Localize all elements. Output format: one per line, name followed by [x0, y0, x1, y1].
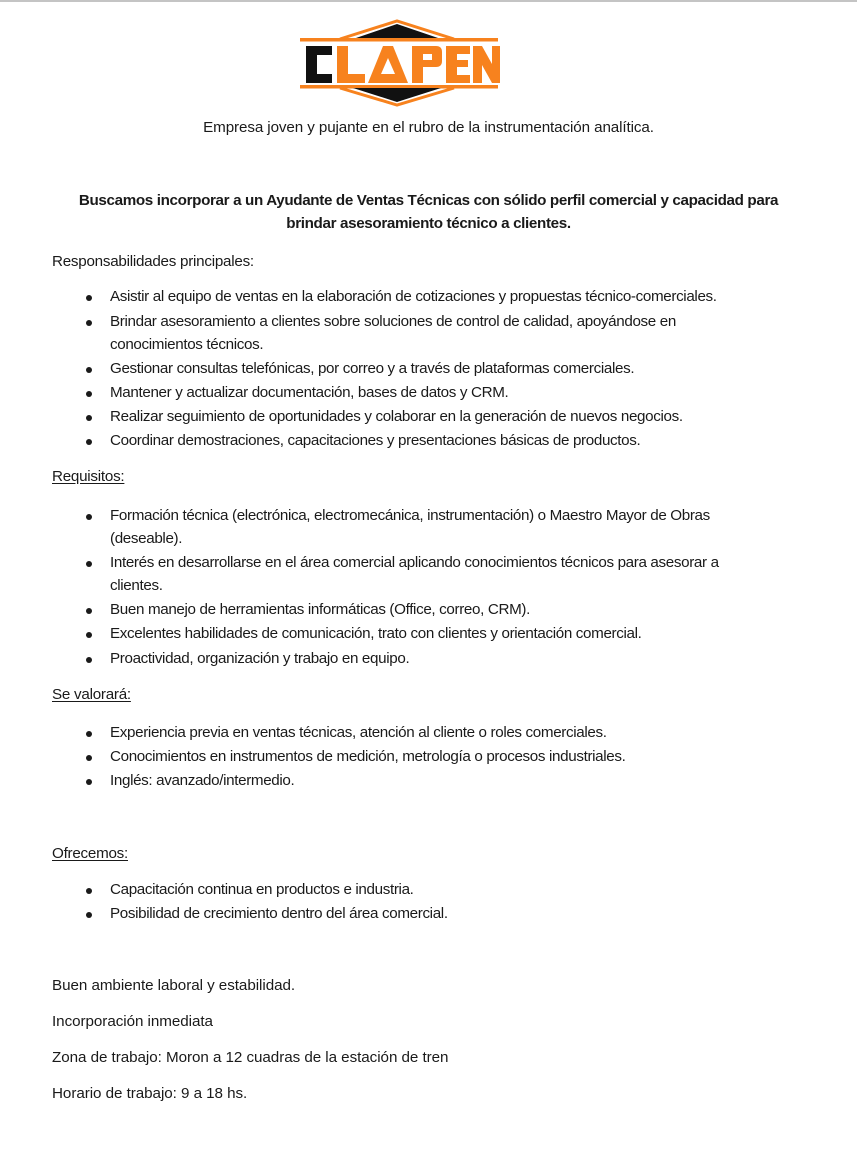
logo-letter-a — [368, 46, 408, 83]
responsabilidades-heading: Responsabilidades principales: — [52, 253, 254, 270]
logo-letter-c — [306, 46, 332, 83]
zona-trabajo-text: Zona de trabajo: Moron a 12 cuadras de la estación de tren — [52, 1049, 449, 1066]
list-item-text: Realizar seguimiento de oportunidades y colaborar en la generación de nuevos negocios. — [110, 408, 683, 425]
list-item-text: Interés en desarrollarse en el área comercial aplicando conocimientos técnicos para asesorar a — [110, 554, 719, 571]
logo-top-bar — [300, 38, 498, 42]
list-item-text: Experiencia previa en ventas técnicas, atención al cliente o roles comerciales. — [110, 724, 607, 741]
bullet-icon — [86, 731, 92, 737]
list-item-text: Brindar asesoramiento a clientes sobre soluciones de control de calidad, apoyándose en — [110, 313, 676, 330]
list-item-text: Inglés: avanzado/intermedio. — [110, 772, 295, 789]
bullet-icon — [86, 295, 92, 301]
logo-letter-n — [473, 46, 500, 83]
list-item-text: Gestionar consultas telefónicas, por correo y a través de plataformas comerciales. — [110, 360, 635, 377]
company-tagline: Empresa joven y pujante en el rubro de la instrumentación analítica. — [203, 119, 654, 136]
incorporacion-text: Incorporación inmediata — [52, 1013, 213, 1030]
list-item-text: Excelentes habilidades de comunicación, trato con clientes y orientación comercial. — [110, 625, 642, 642]
bullet-icon — [86, 561, 92, 567]
list-item-text: Posibilidad de crecimiento dentro del área comercial. — [110, 905, 448, 922]
list-item-text: Asistir al equipo de ventas en la elaboración de cotizaciones y propuestas técnico-comerciales. — [110, 288, 717, 305]
logo-letter-e — [446, 46, 470, 83]
top-border — [0, 0, 857, 2]
bullet-icon — [86, 657, 92, 663]
list-item-text-continued: clientes. — [110, 577, 163, 594]
list-item-text: Capacitación continua en productos e industria. — [110, 881, 414, 898]
list-item-text: Conocimientos en instrumentos de medición, metrología o procesos industriales. — [110, 748, 626, 765]
bullet-icon — [86, 912, 92, 918]
se-valorara-heading: Se valorará: — [52, 686, 131, 703]
bullet-icon — [86, 888, 92, 894]
bullet-icon — [86, 391, 92, 397]
list-item-text: Coordinar demostraciones, capacitaciones y presentaciones básicas de productos. — [110, 432, 641, 449]
list-item-text-continued: (deseable). — [110, 530, 183, 547]
bullet-icon — [86, 415, 92, 421]
requisitos-heading: Requisitos: — [52, 468, 125, 485]
headline-line-1: Buscamos incorporar a un Ayudante de Ventas Técnicas con sólido perfil comercial y capacidad para — [78, 192, 779, 209]
bullet-icon — [86, 320, 92, 326]
ambiente-text: Buen ambiente laboral y estabilidad. — [52, 977, 296, 994]
bullet-icon — [86, 608, 92, 614]
bullet-icon — [86, 779, 92, 785]
ofrecemos-heading: Ofrecemos: — [52, 845, 128, 862]
horario-trabajo-text: Horario de trabajo: 9 a 18 hs. — [52, 1085, 248, 1102]
logo-letter-l — [337, 46, 365, 83]
bullet-icon — [86, 439, 92, 445]
list-item-text: Mantener y actualizar documentación, bases de datos y CRM. — [110, 384, 509, 401]
headline-line-2: brindar asesoramiento técnico a clientes. — [286, 215, 571, 232]
list-item-text-continued: conocimientos técnicos. — [110, 336, 264, 353]
bullet-icon — [86, 367, 92, 373]
bullet-icon — [86, 632, 92, 638]
logo-bottom-bar — [300, 85, 498, 89]
list-item-text: Buen manejo de herramientas informáticas (Office, correo, CRM). — [110, 601, 530, 618]
logo-letter-p — [412, 46, 442, 83]
list-item-text: Proactividad, organización y trabajo en equipo. — [110, 650, 410, 667]
bullet-icon — [86, 514, 92, 520]
bullet-icon — [86, 755, 92, 761]
list-item-text: Formación técnica (electrónica, electromecánica, instrumentación) o Maestro Mayor de Obras — [110, 507, 710, 524]
clapen-logo — [296, 18, 502, 108]
